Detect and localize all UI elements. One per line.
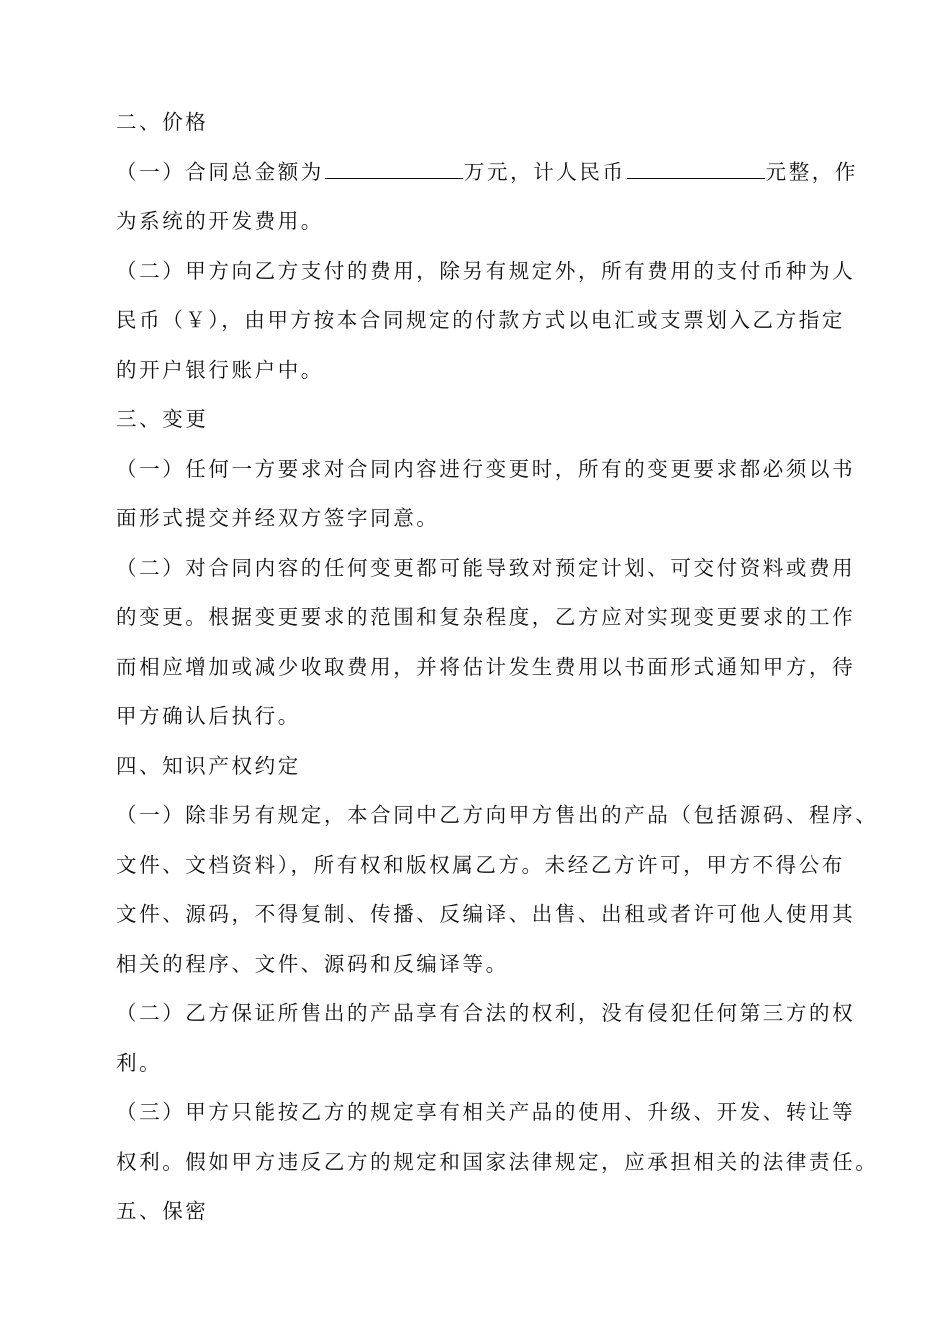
- change-clause-2-line-4: 甲方确认后执行。: [116, 704, 301, 728]
- change-clause-1-line-2: 面形式提交并经双方签字同意。: [116, 506, 440, 530]
- amount-rmb-blank[interactable]: [627, 156, 765, 179]
- document-page: [116, 98, 879, 1237]
- section-heading-price: 二、价格: [116, 110, 209, 134]
- change-clause-2-line-3: 而相应增加或减少收取费用，并将估计发生费用以书面形式通知甲方，待: [116, 654, 856, 679]
- ip-clause-2-line-2: 利。: [116, 1050, 163, 1075]
- price-clause-2-line-2: 民币（￥），由甲方按本合同规定的付款方式以电汇或支票划入乙方指定: [116, 308, 845, 332]
- price-clause-2-line-1: （二）甲方向乙方支付的费用，除另有规定外，所有费用的支付币种为人: [116, 258, 856, 283]
- ip-clause-3-line-2: 权利。假如甲方违反乙方的规定和国家法律规定，应承担相关的法律责任。: [116, 1149, 879, 1174]
- section-heading-confidentiality: 五、保密: [116, 1199, 209, 1223]
- amount-wan-blank[interactable]: [325, 156, 463, 179]
- ip-clause-1-line-1: （一）除非另有规定，本合同中乙方向甲方售出的产品（包括源码、程序、: [116, 803, 879, 827]
- ip-clause-3-line-1: （三）甲方只能按乙方的规定享有相关产品的使用、升级、开发、转让等: [116, 1100, 856, 1124]
- change-clause-1-line-1: （一）任何一方要求对合同内容进行变更时，所有的变更要求都必须以书: [116, 456, 856, 481]
- ip-clause-1-line-3: 文件、源码，不得复制、传播、反编译、出售、出租或者许可他人使用其: [116, 902, 856, 926]
- section-heading-change: 三、变更: [116, 407, 209, 431]
- price-clause-1-text-b: 万元，计人民币: [463, 159, 626, 184]
- price-clause-1-line-1: [116, 148, 859, 198]
- ip-clause-2-line-1: （二）乙方保证所售出的产品享有合法的权利，没有侵犯任何第三方的权: [116, 1001, 856, 1025]
- ip-clause-1-line-2: 文件、文档资料），所有权和版权属乙方。未经乙方许可，甲方不得公布: [116, 852, 845, 877]
- change-clause-2-line-1: （二）对合同内容的任何变更都可能导致对预定计划、可交付资料或费用: [116, 555, 856, 580]
- price-clause-1-text-a: （一）合同总金额为: [116, 159, 324, 184]
- price-clause-1-text-c: 元整，作: [765, 159, 859, 184]
- change-clause-2-line-2: 的变更。根据变更要求的范围和复杂程度，乙方应对实现变更要求的工作: [116, 605, 856, 629]
- section-heading-ip: 四、知识产权约定: [116, 753, 301, 778]
- price-clause-1-line-2: 为系统的开发费用。: [116, 209, 324, 233]
- ip-clause-1-line-4: 相关的程序、文件、源码和反编译等。: [116, 951, 509, 976]
- price-clause-2-line-3: 的开户银行账户中。: [116, 357, 324, 382]
